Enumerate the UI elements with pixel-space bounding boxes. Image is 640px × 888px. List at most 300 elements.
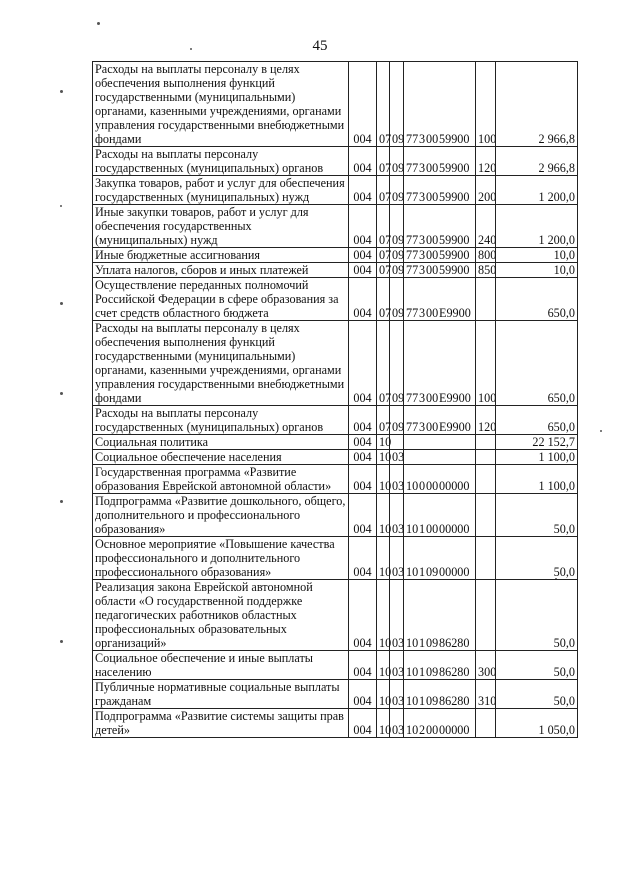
row-name: Закупка товаров, работ и услуг для обеспечения государственных (муниципальных) нужд [95,176,345,204]
row-name: Подпрограмма «Развитие системы защиты прав детей» [95,709,344,737]
row-name: Расходы на выплаты персоналу в целях обеспечения выполнения функций государственными (муниципальными) органами, казенными учреждениями, органами управления государственными внебюджетными фондами [95,62,345,146]
rz-cell [377,248,390,263]
row-name-cell [93,205,349,248]
grbs-code: 004 [353,665,372,679]
grbs-code: 004 [353,161,372,175]
section-code: 10 [379,479,392,493]
vr-cell [476,537,496,580]
row-name: Основное мероприятие «Повышение качества профессионального и дополнительного профессионального образования» [95,537,335,579]
amount: 50,0 [553,665,575,679]
rz-cell [377,278,390,321]
target-code-part-b: 2 [419,723,426,737]
target-code-part-a: 77 [406,420,419,434]
amount: 50,0 [553,636,575,650]
target-code-part-b: 3 [419,190,426,204]
target-code-part-b: 3 [419,420,426,434]
rz-cell [377,494,390,537]
grbs-cell [349,62,377,147]
sum-cell [496,62,578,147]
vr-cell [476,176,496,205]
target-cell [404,450,476,465]
row-name: Иные бюджетные ассигнования [95,248,261,262]
grbs-code: 004 [353,450,372,464]
subsection-code: 09 [392,132,405,146]
target-code-part-d: 59900 [439,263,470,277]
vr-cell [476,680,496,709]
amount: 650,0 [547,391,575,405]
expense-type-code: 120 [478,420,497,434]
grbs-code: 004 [353,636,372,650]
section-code: 10 [379,565,392,579]
target-code-part-b: 1 [419,522,426,536]
row-name: Социальное обеспечение населения [95,450,282,464]
expense-type-code: 100 [478,391,497,405]
row-name: Публичные нормативные социальные выплаты гражданам [95,680,340,708]
scan-speck [60,500,63,503]
scan-speck [60,640,63,643]
sum-cell [496,176,578,205]
target-code-part-b: 3 [419,391,426,405]
scan-speck [60,302,63,305]
target-code-part-b: 1 [419,636,426,650]
target-code-part-d: 86280 [439,694,470,708]
sum-cell [496,537,578,580]
subsection-code: 09 [392,248,405,262]
amount: 1 050,0 [538,723,575,737]
target-code-part-d: 86280 [439,636,470,650]
target-cell [404,278,476,321]
pr-cell [390,435,404,450]
target-code-part-c: 00 [426,522,439,536]
target-code-part-c: 00 [426,132,439,146]
target-code-part-d: 00000 [439,565,470,579]
table-row [93,205,578,248]
grbs-cell [349,537,377,580]
pr-cell [390,263,404,278]
target-code-part-a: 10 [406,522,419,536]
sum-cell [496,278,578,321]
scan-speck [600,430,602,432]
vr-cell [476,263,496,278]
expense-type-code: 200 [478,190,497,204]
target-code-part-d: 00000 [439,522,470,536]
amount: 50,0 [553,694,575,708]
table-row [93,176,578,205]
target-code-part-c: 00 [426,263,439,277]
vr-cell [476,465,496,494]
row-name: Реализация закона Еврейской автономной области «О государственной поддержке педагогических работников областных профессиональных образовательных организаций» [95,580,313,650]
table-body [93,62,578,738]
expense-type-code: 300 [478,665,497,679]
grbs-cell [349,651,377,680]
vr-cell [476,147,496,176]
section-code: 07 [379,391,392,405]
grbs-code: 004 [353,479,372,493]
table-row [93,651,578,680]
target-code-part-c: 00 [426,391,439,405]
row-name-cell [93,709,349,738]
grbs-cell [349,406,377,435]
pr-cell [390,450,404,465]
subsection-code: 03 [392,636,405,650]
target-code-part-b: 1 [419,565,426,579]
grbs-code: 004 [353,391,372,405]
pr-cell [390,321,404,406]
target-code-part-a: 77 [406,263,419,277]
section-code: 07 [379,420,392,434]
vr-cell [476,248,496,263]
target-cell [404,147,476,176]
sum-cell [496,406,578,435]
grbs-cell [349,494,377,537]
rz-cell [377,709,390,738]
pr-cell [390,537,404,580]
vr-cell [476,435,496,450]
page-number: 45 [312,38,328,54]
rz-cell [377,435,390,450]
target-code-part-c: 09 [426,565,439,579]
grbs-code: 004 [353,420,372,434]
amount: 650,0 [547,420,575,434]
pr-cell [390,406,404,435]
rz-cell [377,62,390,147]
sum-cell [496,680,578,709]
row-name-cell [93,435,349,450]
grbs-code: 004 [353,248,372,262]
grbs-cell [349,465,377,494]
sum-cell [496,465,578,494]
table-row [93,580,578,651]
target-cell [404,263,476,278]
subsection-code: 03 [392,723,405,737]
sum-cell [496,450,578,465]
pr-cell [390,147,404,176]
target-cell [404,709,476,738]
amount: 10,0 [553,263,575,277]
target-code-part-b: 3 [419,263,426,277]
vr-cell [476,321,496,406]
rz-cell [377,406,390,435]
expense-type-code: 800 [478,248,497,262]
sum-cell [496,709,578,738]
target-cell [404,248,476,263]
vr-cell [476,651,496,680]
sum-cell [496,580,578,651]
grbs-cell [349,435,377,450]
section-code: 10 [379,636,392,650]
grbs-cell [349,205,377,248]
vr-cell [476,278,496,321]
target-code-part-b: 3 [419,132,426,146]
target-code-part-c: 00 [426,723,439,737]
grbs-cell [349,278,377,321]
rz-cell [377,147,390,176]
section-code: 07 [379,132,392,146]
rz-cell [377,680,390,709]
grbs-code: 004 [353,233,372,247]
grbs-cell [349,680,377,709]
vr-cell [476,406,496,435]
target-code-part-b: 3 [419,248,426,262]
target-code-part-d: Е9900 [439,391,471,405]
target-cell [404,435,476,450]
table-row [93,450,578,465]
target-code-part-d: 59900 [439,190,470,204]
vr-cell [476,62,496,147]
grbs-code: 004 [353,565,372,579]
row-name-cell [93,62,349,147]
target-cell [404,205,476,248]
target-code-part-a: 77 [406,132,419,146]
target-code-part-d: 59900 [439,233,470,247]
section-code: 10 [379,435,392,449]
target-code-part-c: 00 [426,479,439,493]
target-code-part-a: 77 [406,233,419,247]
scan-speck [60,205,62,207]
target-cell [404,406,476,435]
expense-type-code: 850 [478,263,497,277]
target-code-part-a: 77 [406,248,419,262]
target-code-part-a: 77 [406,190,419,204]
section-code: 10 [379,522,392,536]
scan-speck [97,22,100,25]
row-name: Уплата налогов, сборов и иных платежей [95,263,309,277]
subsection-code: 03 [392,694,405,708]
pr-cell [390,62,404,147]
amount: 22 152,7 [532,435,575,449]
rz-cell [377,465,390,494]
grbs-cell [349,580,377,651]
target-code-part-d: Е9900 [439,306,471,320]
subsection-code: 09 [392,190,405,204]
pr-cell [390,580,404,651]
row-name-cell [93,651,349,680]
row-name-cell [93,278,349,321]
table-row [93,494,578,537]
row-name: Социальная политика [95,435,209,449]
grbs-cell [349,147,377,176]
section-code: 07 [379,306,392,320]
subsection-code: 03 [392,450,405,464]
amount: 1 100,0 [538,450,575,464]
target-code-part-b: 1 [419,665,426,679]
subsection-code: 03 [392,565,405,579]
target-code-part-c: 09 [426,636,439,650]
subsection-code: 09 [392,161,405,175]
pr-cell [390,278,404,321]
sum-cell [496,321,578,406]
scan-speck [60,392,63,395]
subsection-code: 03 [392,522,405,536]
grbs-cell [349,450,377,465]
target-code-part-c: 00 [426,420,439,434]
target-code-part-a: 10 [406,694,419,708]
grbs-cell [349,263,377,278]
grbs-cell [349,321,377,406]
target-code-part-a: 10 [406,479,419,493]
target-code-part-c: 00 [426,248,439,262]
row-name: Осуществление переданных полномочий Российской Федерации в сфере образования за счет средств областного бюджета [95,278,339,320]
target-code-part-a: 10 [406,565,419,579]
rz-cell [377,205,390,248]
target-code-part-c: 00 [426,190,439,204]
vr-cell [476,494,496,537]
target-cell [404,62,476,147]
target-cell [404,680,476,709]
budget-table [92,61,578,738]
subsection-code: 09 [392,306,405,320]
row-name-cell [93,580,349,651]
target-code-part-b: 0 [419,479,426,493]
target-code-part-b: 1 [419,694,426,708]
section-code: 07 [379,248,392,262]
table-row [93,680,578,709]
row-name-cell [93,406,349,435]
row-name-cell [93,263,349,278]
table-row [93,62,578,147]
target-code-part-a: 77 [406,161,419,175]
target-code-part-c: 00 [426,233,439,247]
target-code-part-d: 59900 [439,132,470,146]
sum-cell [496,147,578,176]
pr-cell [390,651,404,680]
sum-cell [496,651,578,680]
vr-cell [476,205,496,248]
subsection-code: 09 [392,233,405,247]
sum-cell [496,248,578,263]
section-code: 10 [379,450,392,464]
section-code: 07 [379,161,392,175]
expense-type-code: 310 [478,694,497,708]
subsection-code: 03 [392,665,405,679]
table-row [93,147,578,176]
table-row [93,537,578,580]
vr-cell [476,580,496,651]
section-code: 10 [379,723,392,737]
section-code: 07 [379,190,392,204]
target-code-part-c: 09 [426,694,439,708]
subsection-code: 09 [392,420,405,434]
target-cell [404,494,476,537]
vr-cell [476,709,496,738]
table-row [93,248,578,263]
section-code: 10 [379,665,392,679]
row-name: Расходы на выплаты персоналу государственных (муниципальных) органов [95,147,324,175]
row-name-cell [93,321,349,406]
target-code-part-c: 00 [426,306,439,320]
row-name: Расходы на выплаты персоналу в целях обеспечения выполнения функций государственными (муниципальными) органами, казенными учреждениями, органами управления государственными внебюджетными фондами [95,321,345,405]
target-code-part-b: 3 [419,233,426,247]
pr-cell [390,248,404,263]
rz-cell [377,537,390,580]
table-row [93,321,578,406]
row-name-cell [93,450,349,465]
table-row [93,278,578,321]
rz-cell [377,176,390,205]
amount: 2 966,8 [538,161,575,175]
section-code: 07 [379,263,392,277]
rz-cell [377,580,390,651]
target-code-part-d: Е9900 [439,420,471,434]
row-name-cell [93,176,349,205]
amount: 1 200,0 [538,233,575,247]
target-cell [404,465,476,494]
pr-cell [390,680,404,709]
rz-cell [377,263,390,278]
rz-cell [377,651,390,680]
rz-cell [377,450,390,465]
table-row [93,435,578,450]
subsection-code: 09 [392,263,405,277]
grbs-code: 004 [353,435,372,449]
target-code-part-a: 77 [406,391,419,405]
amount: 1 100,0 [538,479,575,493]
target-cell [404,176,476,205]
grbs-code: 004 [353,306,372,320]
target-cell [404,651,476,680]
amount: 1 200,0 [538,190,575,204]
grbs-code: 004 [353,522,372,536]
target-code-part-d: 59900 [439,248,470,262]
subsection-code: 03 [392,479,405,493]
grbs-cell [349,709,377,738]
amount: 10,0 [553,248,575,262]
pr-cell [390,709,404,738]
target-code-part-a: 77 [406,306,419,320]
amount: 50,0 [553,522,575,536]
target-code-part-a: 10 [406,723,419,737]
target-cell [404,537,476,580]
grbs-code: 004 [353,132,372,146]
pr-cell [390,205,404,248]
table-row [93,465,578,494]
target-code-part-a: 10 [406,665,419,679]
row-name-cell [93,465,349,494]
section-code: 10 [379,694,392,708]
pr-cell [390,494,404,537]
row-name-cell [93,680,349,709]
amount: 650,0 [547,306,575,320]
grbs-code: 004 [353,263,372,277]
pr-cell [390,176,404,205]
scan-speck [190,48,192,50]
table-row [93,406,578,435]
amount: 2 966,8 [538,132,575,146]
grbs-code: 004 [353,190,372,204]
rz-cell [377,321,390,406]
target-code-part-d: 86280 [439,665,470,679]
row-name-cell [93,248,349,263]
scan-speck [60,90,63,93]
target-cell [404,580,476,651]
expense-type-code: 240 [478,233,497,247]
expense-type-code: 120 [478,161,497,175]
sum-cell [496,494,578,537]
target-code-part-a: 10 [406,636,419,650]
target-cell [404,321,476,406]
grbs-code: 004 [353,723,372,737]
row-name: Подпрограмма «Развитие дошкольного, общего, дополнительного и профессионального образования» [95,494,346,536]
table-row [93,709,578,738]
target-code-part-c: 09 [426,665,439,679]
pr-cell [390,465,404,494]
row-name-cell [93,147,349,176]
target-code-part-d: 59900 [439,161,470,175]
row-name-cell [93,537,349,580]
sum-cell [496,205,578,248]
target-code-part-d: 00000 [439,723,470,737]
target-code-part-c: 00 [426,161,439,175]
